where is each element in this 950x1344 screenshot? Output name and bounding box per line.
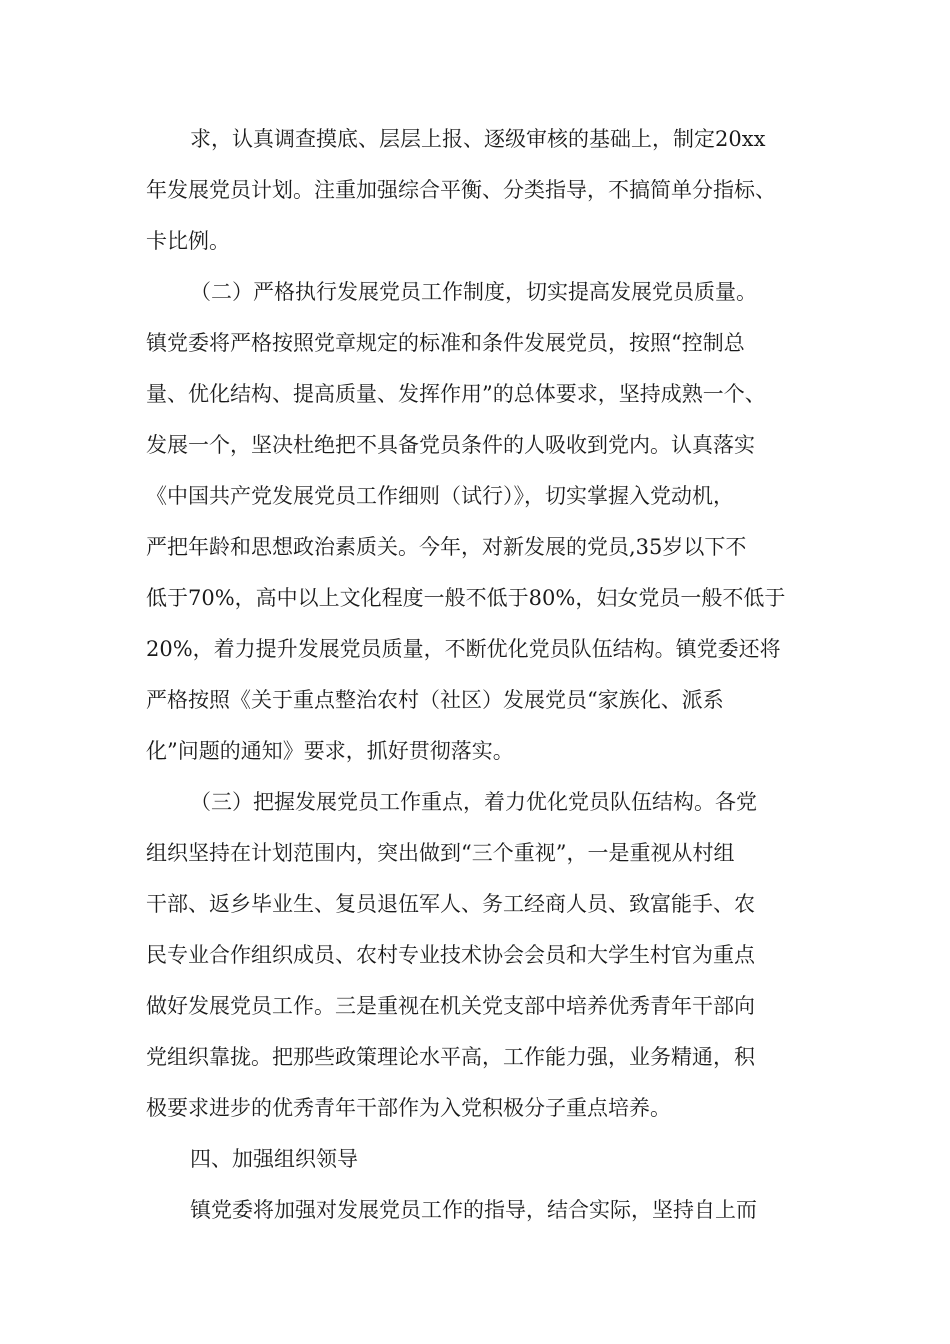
text-line: 量、优化结构、提高质量、发挥作用”的总体要求，坚持成熟一个、 <box>146 382 766 406</box>
text-line: 民专业合作组织成员、农村专业技术协会会员和大学生村官为重点 <box>146 943 755 967</box>
text-line: 干部、返乡毕业生、复员退伍军人、务工经商人员、致富能手、农 <box>146 892 755 916</box>
section-heading-3: （三）把握发展党员工作重点，着力优化党员队伍结构。各党 <box>190 790 757 814</box>
text-line: 低于70%，高中以上文化程度一般不低于80%，妇女党员一般不低于 <box>146 586 786 610</box>
text-line: 化”问题的通知》要求，抓好贯彻落实。 <box>146 739 514 763</box>
text-line: 镇党委将加强对发展党员工作的指导，结合实际，坚持自上而 <box>190 1198 757 1222</box>
text-line: 做好发展党员工作。三是重视在机关党支部中培养优秀青年干部向 <box>146 994 755 1018</box>
text-line: 严把年龄和思想政治素质关。今年，对新发展的党员,35岁以下不 <box>146 535 747 559</box>
text-line: 年发展党员计划。注重加强综合平衡、分类指导，不搞简单分指标、 <box>146 178 776 202</box>
text-line: 20%，着力提升发展党员质量，不断优化党员队伍结构。镇党委还将 <box>146 637 781 661</box>
text-line: 党组织靠拢。把那些政策理论水平高，工作能力强，业务精通，积 <box>146 1045 755 1069</box>
text-line: 严格按照《关于重点整治农村（社区）发展党员“家族化、派系 <box>146 688 724 712</box>
section-heading-2: （二）严格执行发展党员工作制度，切实提高发展党员质量。 <box>190 280 757 304</box>
text-line: 卡比例。 <box>146 229 230 253</box>
text-line: 极要求进步的优秀青年干部作为入党积极分子重点培养。 <box>146 1096 671 1120</box>
text-line: 发展一个，坚决杜绝把不具备党员条件的人吸收到党内。认真落实 <box>146 433 755 457</box>
text-line: 组织坚持在计划范围内，突出做到“三个重视”，一是重视从村组 <box>146 841 735 865</box>
text-line: 《中国共产党发展党员工作细则（试行）》，切实掌握入党动机， <box>146 484 734 508</box>
text-line: 求，认真调查摸底、层层上报、逐级审核的基础上，制定20xx <box>190 127 766 151</box>
section-heading-4: 四、加强组织领导 <box>190 1147 358 1171</box>
text-line: 镇党委将严格按照党章规定的标准和条件发展党员，按照“控制总 <box>146 331 745 355</box>
